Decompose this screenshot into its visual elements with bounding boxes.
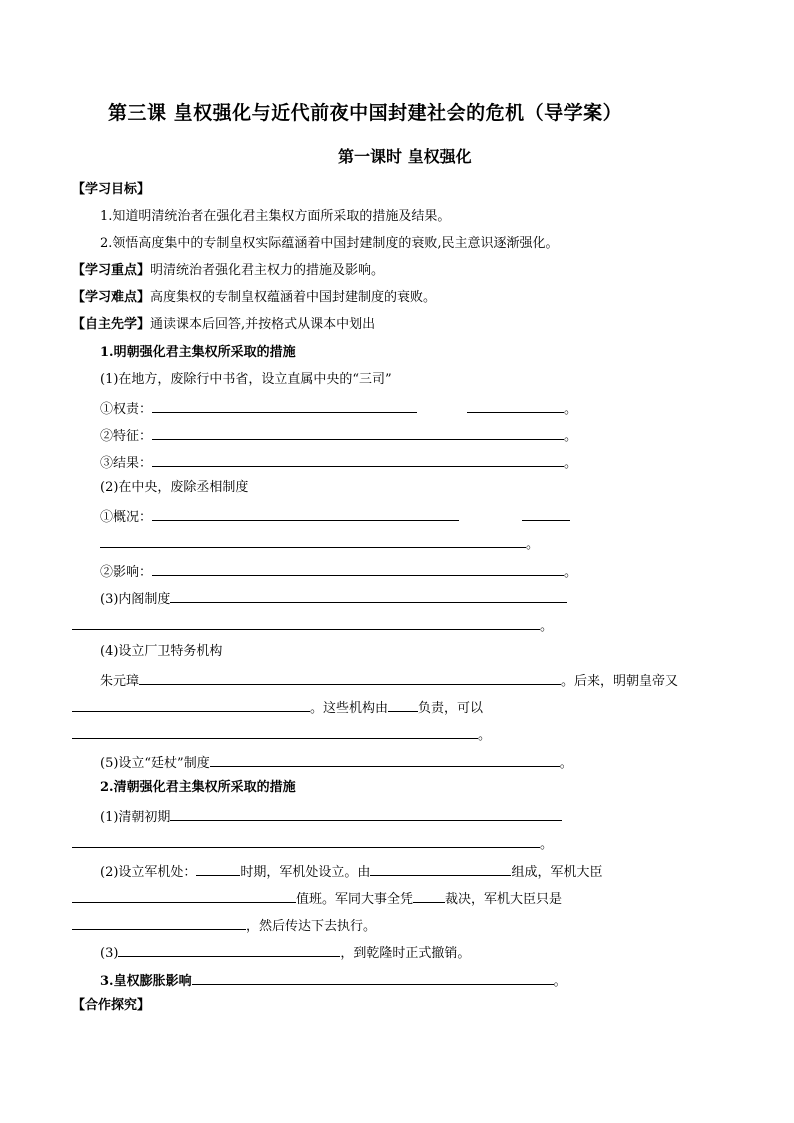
blank[interactable] <box>152 452 564 467</box>
sec1-p1: (1)在地方，废除行中书省，设立直属中央的“三司” <box>100 372 392 387</box>
sec1-p4b-line: 。这些机构由 负责，可以 <box>72 697 483 718</box>
sec1-p3-cont: 。 <box>72 615 553 636</box>
sec1-p4: (4)设立厂卫特务机构 <box>100 644 223 659</box>
self-study-label: 【自主先学】 <box>72 317 151 332</box>
key-points-label: 【学习重点】 <box>72 263 151 278</box>
self-study-text: 通读课本后回答,并按格式从课本中划出 <box>150 317 376 332</box>
sec1-heading: 1.明朝强化君主集权所采取的措施 <box>100 345 296 360</box>
blank[interactable] <box>72 615 126 630</box>
sec1-p2a-label: ①概况： <box>100 510 153 525</box>
lesson-subtitle: 第一课时 皇权强化 <box>338 147 472 166</box>
sec1-p5-label: (5)设立“廷杖”制度 <box>100 756 210 771</box>
sec1-p1b-label: ②特征： <box>100 429 153 444</box>
sec1-p2b-label: ②影响： <box>100 565 153 580</box>
blank[interactable] <box>100 533 526 548</box>
difficulties-text: 高度集权的专制皇权蕴涵着中国封建制度的衰败。 <box>150 290 437 305</box>
sec2-p2-line3: ，然后传达下去执行。 <box>72 915 376 936</box>
blank[interactable] <box>118 942 340 957</box>
page-title: 第三课 皇权强化与近代前夜中国封建社会的危机（导学案） <box>108 102 623 124</box>
sec2-p2-line2: 值班。军同大事全凭 裁决，军机大臣只是 <box>72 888 562 909</box>
blank[interactable] <box>170 588 567 603</box>
sec2-p3-line: (3) ，到乾隆时正式撤销。 <box>100 942 470 963</box>
blank[interactable] <box>413 888 445 903</box>
blank[interactable] <box>210 752 560 767</box>
sec2-p1-line <box>100 806 562 827</box>
sec2-p1-cont: 。 <box>72 833 553 854</box>
blank[interactable] <box>72 833 128 848</box>
blank[interactable] <box>72 724 478 739</box>
key-points <box>72 262 384 280</box>
blank[interactable] <box>522 506 570 521</box>
blank[interactable] <box>126 615 540 630</box>
sec1-p4c-line: 。 <box>72 724 491 745</box>
sec1-p3-line <box>100 588 567 609</box>
blank[interactable] <box>370 861 511 876</box>
blank[interactable] <box>72 697 310 712</box>
blank[interactable] <box>192 970 554 985</box>
blank[interactable] <box>72 888 296 903</box>
sec1-p2: (2)在中央，废除丞相制度 <box>100 480 249 495</box>
blank[interactable] <box>196 861 240 876</box>
sec2-heading: 2.清朝强化君主集权所采取的措施 <box>100 780 296 795</box>
sec3-line: 3.皇权膨胀影响 。 <box>100 970 567 991</box>
blank[interactable] <box>152 425 564 440</box>
blank[interactable] <box>388 697 418 712</box>
sec1-p1c-label: ③结果： <box>100 456 153 471</box>
sec1-p1b-line: ②特征： 。 <box>100 425 577 446</box>
sec1-p5-line: (5)设立“廷杖”制度 。 <box>100 752 573 773</box>
sec2-p1-label: (1)清朝初期 <box>100 810 171 825</box>
blank[interactable] <box>467 398 564 413</box>
cooperative-label: 【合作探究】 <box>72 998 151 1013</box>
difficulties-label: 【学习难点】 <box>72 290 151 305</box>
blank[interactable] <box>152 561 564 576</box>
sec1-p2b-line: ②影响： 。 <box>100 561 577 582</box>
sec1-p4a-line: 朱元璋 。后来，明朝皇帝又 <box>100 670 678 691</box>
self-study <box>72 316 375 334</box>
objective-2: 2.领悟高度集中的专制皇权实际蕴涵着中国封建制度的衰败,民主意识逐渐强化。 <box>100 236 559 251</box>
difficulties <box>72 289 436 307</box>
sec1-p1a-label: ①权责： <box>100 402 153 417</box>
blank[interactable] <box>128 833 540 848</box>
blank[interactable] <box>152 398 417 413</box>
key-points-text: 明清统治者强化君主权力的措施及影响。 <box>150 263 385 278</box>
sec3-heading: 3.皇权膨胀影响 <box>100 974 192 989</box>
blank[interactable] <box>170 806 562 821</box>
blank[interactable] <box>152 506 459 521</box>
objectives-label: 【学习目标】 <box>72 182 151 197</box>
blank[interactable] <box>72 915 246 930</box>
sec1-p4a-label: 朱元璋 <box>100 674 140 689</box>
sec1-p2a-cont: 。 <box>100 533 539 554</box>
blank[interactable] <box>139 670 561 685</box>
objective-1: 1.知道明清统治者在强化君主集权方面所采取的措施及结果。 <box>100 209 451 224</box>
sec2-p2-line1: (2)设立军机处： 时期，军机处设立。由 组成，军机大臣 <box>100 861 602 882</box>
sec1-p1c-line: ③结果： 。 <box>100 452 577 473</box>
sec1-p1a-line: ①权责： 。 <box>100 398 577 419</box>
sec1-p2a-line <box>100 506 570 527</box>
sec1-p3-label: (3)内阁制度 <box>100 592 171 607</box>
